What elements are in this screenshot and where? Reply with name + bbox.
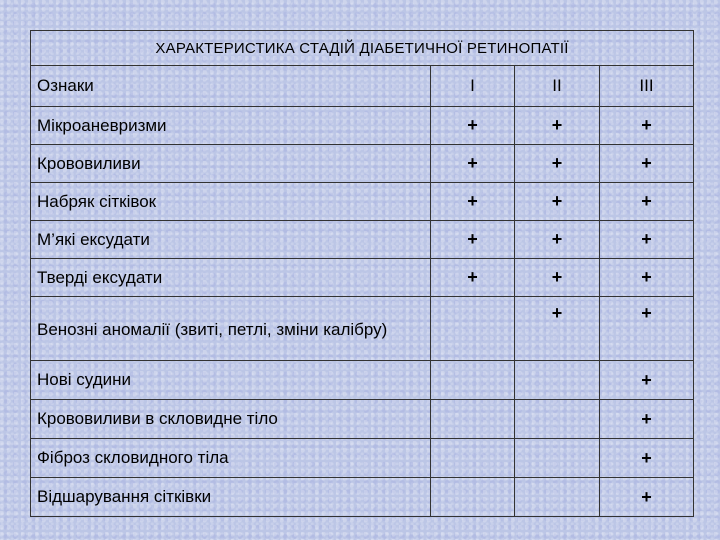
row-label: Набряк сітківок — [31, 183, 431, 221]
stage-header-3: III — [600, 66, 694, 107]
row-label: Мікроаневризми — [31, 107, 431, 145]
table-title: ХАРАКТЕРИСТИКА СТАДІЙ ДІАБЕТИЧНОЇ РЕТИНОПАТІЇ — [31, 31, 694, 66]
stage-mark: + — [515, 297, 600, 361]
stage-mark: + — [515, 107, 600, 145]
stage-mark — [515, 439, 600, 478]
stage-mark — [431, 297, 515, 361]
row-label: М’які ексудати — [31, 221, 431, 259]
stage-mark: + — [515, 221, 600, 259]
stage-mark: + — [431, 183, 515, 221]
stage-mark: + — [431, 221, 515, 259]
stage-header-1: I — [431, 66, 515, 107]
stage-mark: + — [600, 439, 694, 478]
stage-mark: + — [600, 259, 694, 297]
table-row — [31, 183, 694, 221]
row-label: Тверді ексудати — [31, 259, 431, 297]
row-label: Фіброз скловидного тіла — [31, 439, 431, 478]
stage-mark: + — [600, 107, 694, 145]
table-row — [31, 221, 694, 259]
table-row — [31, 145, 694, 183]
stage-mark: + — [600, 361, 694, 400]
row-label: Крововиливи — [31, 145, 431, 183]
header-row — [31, 66, 694, 107]
stage-mark — [431, 478, 515, 517]
stage-mark — [431, 400, 515, 439]
row-label: Відшарування сітківки — [31, 478, 431, 517]
stage-mark: + — [600, 297, 694, 361]
table-row — [31, 361, 694, 400]
stage-mark: + — [515, 259, 600, 297]
stage-mark: + — [431, 259, 515, 297]
table-row — [31, 297, 694, 361]
stage-mark: + — [600, 183, 694, 221]
row-label: Крововиливи в скловидне тіло — [31, 400, 431, 439]
table-row — [31, 400, 694, 439]
table-row — [31, 439, 694, 478]
retinopathy-table — [30, 30, 693, 520]
table-row — [31, 478, 694, 517]
stage-mark: + — [515, 183, 600, 221]
stage-header-2: II — [515, 66, 600, 107]
table-row — [31, 107, 694, 145]
table-row — [31, 259, 694, 297]
stage-mark: + — [600, 478, 694, 517]
feature-header: Ознаки — [31, 66, 431, 107]
stage-mark — [515, 361, 600, 400]
stage-mark: + — [431, 107, 515, 145]
row-label: Нові судини — [31, 361, 431, 400]
stage-mark — [515, 400, 600, 439]
stage-mark: + — [431, 145, 515, 183]
stage-mark: + — [515, 145, 600, 183]
stage-mark: + — [600, 221, 694, 259]
row-label: Венозні аномалії (звиті, петлі, зміни калібру) — [31, 297, 431, 361]
stage-mark: + — [600, 145, 694, 183]
stage-mark — [515, 478, 600, 517]
stage-mark — [431, 361, 515, 400]
stage-mark — [431, 439, 515, 478]
stage-mark: + — [600, 400, 694, 439]
